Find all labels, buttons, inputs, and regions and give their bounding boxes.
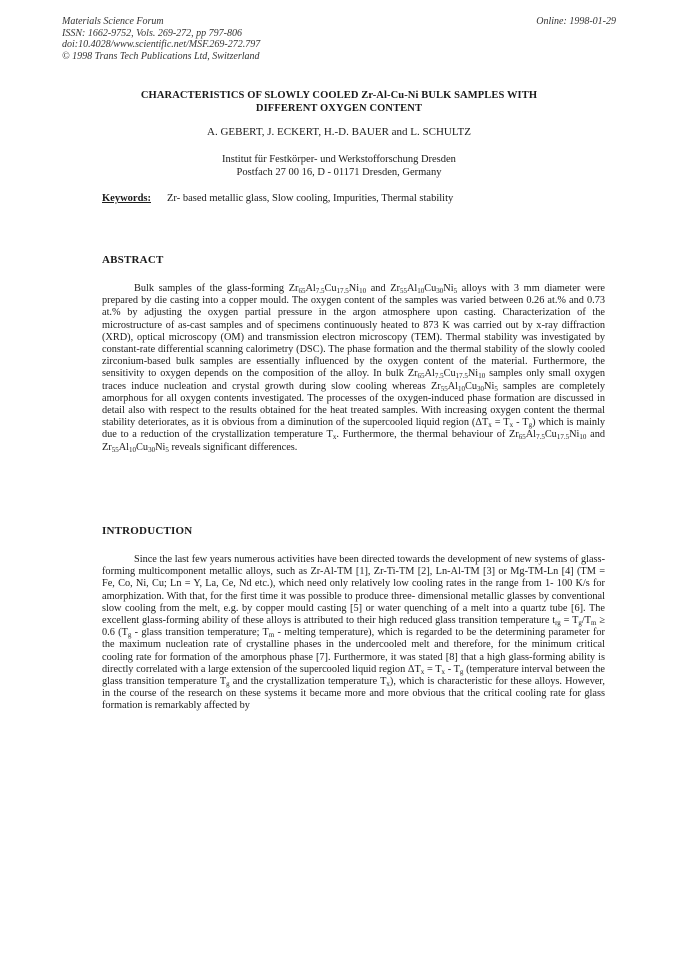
affiliation-line-2: Postfach 27 00 16, D - 01171 Dresden, Germany — [236, 166, 442, 178]
keywords — [102, 193, 602, 204]
alloy-b: $Zr_{55}Al_{10}Cu_{30}Ni_5$ — [390, 283, 458, 295]
title-line-2: DIFFERENT OXYGEN CONTENT — [255, 102, 423, 114]
copyright-line: © 1998 Trans Tech Publications Ltd, Switzerland — [62, 50, 260, 62]
affiliation — [62, 154, 616, 179]
introduction-heading: INTRODUCTION — [102, 525, 193, 537]
keywords-text: Zr- based metallic glass, Slow cooling, Impurities, Thermal stability — [167, 193, 454, 204]
journal-header — [62, 16, 622, 62]
abstract-paragraph: Bulk samples of the glass-forming $Zr_{65}Al_{7.5}Cu_{17.5}Ni_{10}$ and $Zr_{55}Al_{10}Cu_{30}Ni_5$ alloys with 3 mm diameter were prepared by die casting into a copper mould. The oxygen content of the samples was varied between 0.26 at.% and 0.73 at.% by adjusting the oxygen partial pressure in the argon atmosphere upon casting. Characterization of the microstructure of as-cast samples and of specimens continuously heated to 873 K was carried out by x-ray diffraction (XRD), optical microscopy (OM) and transmission electron microscopy (TEM). Thermal stability was investigated by constant-rate differential scanning calorimetry (DSC). The phase formation and the thermal stability of the slowly cooled zirconium-based bulk samples are essentially influenced by the oxygen content of the material. Furthermore, the sensitivity to oxygen depends on the composition of the alloy. In bulk $Zr_{65}Al_{7.5}Cu_{17.5}Ni_{10}$ samples only small oxygen traces induce nucleation and crystal growth during slow cooling whereas $Zr_{55}Al_{10}Cu_{30}Ni_5$ samples are completely amorphous for all oxygen contents investigated. The processes of the oxygen-induced phase formation are discussed in detail also with respect to the results obtained for the heat treated samples. With increasing oxygen content the thermal stability deteriorates, as it is obvious from a diminution of the supercooled liquid region $(\Delta T_x = T_x - T_g)$ which is mainly due to a reduction of the crystallization temperature $T_x$. Furthermore, the thermal behaviour of $Zr_{65}Al_{7.5}Cu_{17.5}Ni_{10}$ and $Zr_{55}Al_{10}Cu_{30}Ni_5$ reveals significant differences. — [102, 283, 605, 454]
keywords-label: Keywords: — [102, 193, 151, 204]
online-date: Online: 1998-01-29 — [536, 16, 616, 27]
introduction-paragraph: Since the last few years numerous activities have been directed towards the development of new systems of glass-forming multicomponent metallic alloys, such as Zr-Al-TM [1], Zr-Ti-TM [2], Ln-Al-TM [3] or Mg-TM-Ln [4] (TM = Fe, Co, Ni, Cu; Ln = Y, La, Ce, Nd etc.), which need only relatively low cooling rates in the range from 1- 100 K/s for amorphization. With that, for the first time it was possible to produce three- dimensional metallic glasses by conventional slow cooling from the melt, e.g. by copper mould casting [5] or water quenching of a melt into a quartz tube [6]. The excellent glass-forming ability of these alloys is attributed to their high reduced glass transition temperature $t_{rg} = T_g/T_m \ge 0.6$ ($T_g$ - glass transition temperature; $T_m$ - melting temperature), which is regarded to be the determining parameter for the maximum nucleation rate of crystalline phases in the undercooled melt and therefore, for the minimum critical cooling rate for formation of the amorphous phase [7]. Furthermore, it was stated [8] that a high glass-forming ability is directly correlated with a large extension of the supercooled liquid region $\Delta T_x = T_x - T_g$ (temperature interval between the glass transition temperature $T_g$ and the crystallization temperature $T_x$), which is characteristic for these alloys. However, in the course of the research on these systems it became more and more obvious that the critical cooling rate for glass formation is remarkably affected by — [102, 554, 606, 712]
paper-title — [62, 90, 616, 115]
alloy-a: $Zr_{65}Al_{7.5}Cu_{17.5}Ni_{10}$ — [288, 283, 367, 295]
title-line-1: CHARACTERISTICS OF SLOWLY COOLED Zr-Al-Cu-Ni BULK SAMPLES WITH — [140, 90, 538, 101]
abstract-heading: ABSTRACT — [102, 254, 164, 266]
affiliation-line-1: Institut für Festkörper- und Werkstofforschung Dresden — [222, 154, 456, 165]
doi-line: doi:10.4028/www.scientific.net/MSF.269-272.797 — [62, 39, 261, 50]
authors: A. GEBERT, J. ECKERT, H.-D. BAUER and L. SCHULTZ — [207, 126, 471, 138]
issn-line: ISSN: 1662-9752, Vols. 269-272, pp 797-806 — [62, 27, 242, 39]
journal-name: Materials Science Forum — [62, 16, 164, 27]
